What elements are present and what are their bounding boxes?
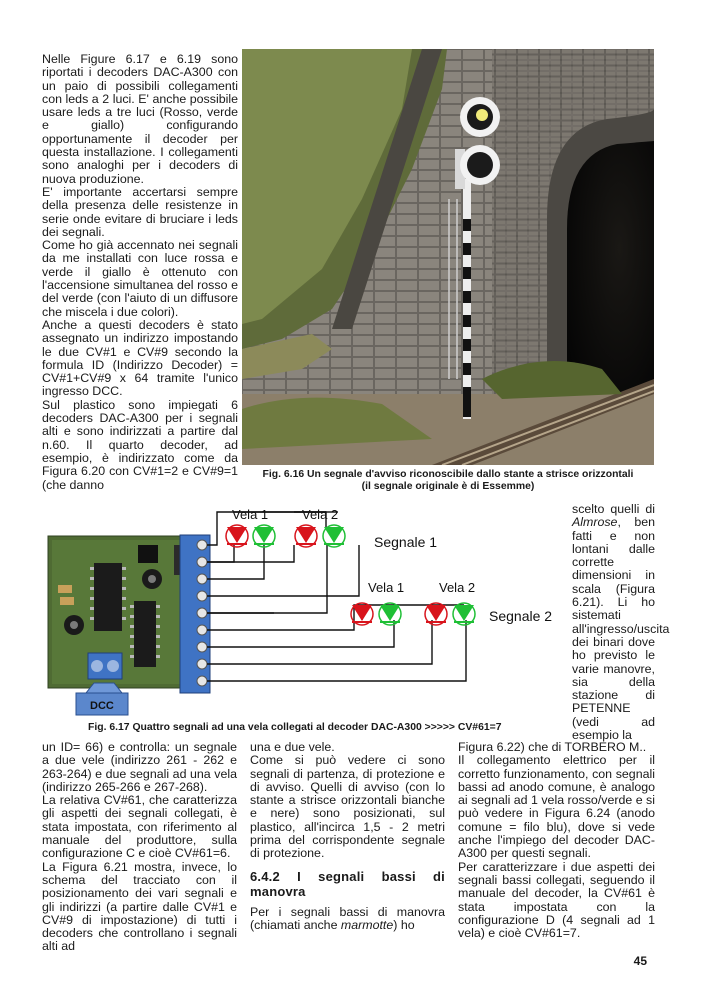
wiring-diagram <box>34 497 568 719</box>
section-heading: 6.4.2 I segnali bassi di manovra <box>250 868 445 899</box>
paragraph: E' importante accertarsi sempre della presenza delle resistenze in serie onde evitare di bruciare i leds dei segnali. <box>42 184 238 239</box>
paragraph: Sul plastico sono impiegati 6 decoders DAC-A300 per i segnali alti e sono indirizzati a partire dal n.60. Il quarto decoder, ad esempio, è indirizzato come da Figura 6.20 con CV#1=2 e CV#9=1 (che danno <box>42 397 238 492</box>
paragraph: un ID= 66) e controlla: un segnale a due vele (indirizzo 261 - 262 e 263-264) e due segnali ad una vela (indirizzo 265-266 e 267-268). <box>42 740 237 794</box>
label-vela-1-top: Vela 1 <box>232 507 269 522</box>
figure-caption-6-17: Fig. 6.17 Quattro segnali ad una vela collegati al decoder DAC-A300 >>>>> CV#61=7 <box>88 722 502 733</box>
dcc-label: DCC <box>90 700 114 712</box>
paragraph: Nelle Figure 6.17 e 6.19 sono riportati i decoders DAC-A300 con un paio di possibili collegamenti con leds a 2 luci. E' anche possibile usare leds a tre luci (Rosso, verde e giallo) configurando opportunamente il decoder per questa installazione. I collegamenti sono analoghi per i decoders di nuova produzione. <box>42 52 238 186</box>
paragraph: scelto quelli di Almrose, ben fatti e non lontani dalle corrette dimensioni in scala (Figura 6.21). Li ho sistemati all'ingresso/uscita dei binari dove ho previsto le varie manovre, sia della stazione di PETENNE (vedi ad esempio la <box>572 502 670 743</box>
label-vela-1-bottom: Vela 1 <box>368 580 405 595</box>
paragraph: Per caratterizzare i due aspetti dei segnali bassi collegati, seguendo il manuale del decoder, la CV#61 è stata impostata con la configurazione D (4 segnali ad 1 vela) e cioè CV#61=7. <box>458 859 655 941</box>
label-vela-2-top: Vela 2 <box>302 507 339 522</box>
label-segnale-2: Segnale 2 <box>489 608 553 624</box>
paragraph: La relativa CV#61, che caratterizza gli aspetti dei segnali collegati, è stata impostata, con riferimento al manuale del produttore, sulla configurazione C e cioè CV#61=6. <box>42 793 237 861</box>
paragraph: Come ho già accennato nei segnali da me installati con luce rossa e verde il giallo è ottenuto con l'accensione simultanea del rosso e del verde (con l'aiuto di un diffusore che miscela i due colori). <box>42 238 238 319</box>
paragraph: una e due vele. <box>250 740 335 754</box>
right-narrow-column <box>572 502 670 743</box>
label-segnale-1: Segnale 1 <box>374 534 438 550</box>
page-number: 45 <box>633 954 647 968</box>
left-text-column <box>42 53 238 492</box>
paragraph: La Figura 6.21 mostra, invece, lo schema del tracciato con il posizionamento dei vari segnali e gli indirizzi (a partire dalle CV#1 e CV#9 di impostazione) di tutti i decoders che controllano i segnali alti ad <box>42 859 237 954</box>
label-vela-2-bottom: Vela 2 <box>439 580 476 595</box>
signal-photo <box>242 49 654 465</box>
paragraph: Come si può vedere ci sono segnali di partenza, di protezione e di avviso. Quelli di avviso (con lo stante a strisce orizzontali bianche e nere) sono posizionati, sul plastico, all'incirca 1,5 - 2 metri prima del corrispondente segnale di protezione. <box>250 753 445 861</box>
bottom-middle-column <box>250 741 445 932</box>
paragraph: Anche a questi decoders è stato assegnato un indirizzo impostando le due CV#1 e CV#9 secondo la formula ID (Indirizzo Decoder) = CV#1+CV#9 x 64 tramite l'unico ingresso DCC. <box>42 317 238 399</box>
paragraph: Figura 6.22) che di TORBERO M.. <box>458 740 647 754</box>
figure-caption-6-16 <box>242 469 654 493</box>
caption-line: (il segnale originale è di Essemme) <box>361 481 535 492</box>
paragraph: Il collegamento elettrico per il corretto funzionamento, con segnali bassi ad anodo comune, è analogo ai segnali ad 1 vela rosso/verde e si può vedere in Figura 6.24 (anodo comune = filo blu), dove si vede anche l'impiego del decoder DAC-A300 per questi segnali. <box>458 753 655 861</box>
bottom-right-column <box>458 741 655 940</box>
bottom-left-column <box>42 741 237 954</box>
caption-line: Fig. 6.16 Un segnale d'avviso riconoscibile dallo stante a strisce orizzontali <box>262 469 634 480</box>
paragraph: Per i segnali bassi di manovra (chiamati anche marmotte) ho <box>250 904 445 932</box>
